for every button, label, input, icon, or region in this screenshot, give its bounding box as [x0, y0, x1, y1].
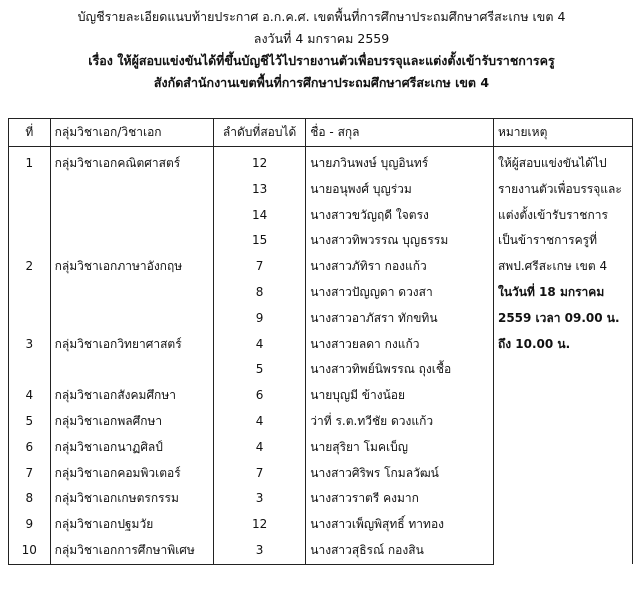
row-name: นางสาวราตรี คงมาก	[306, 486, 494, 512]
row-no: 4	[9, 383, 51, 409]
row-group	[50, 357, 213, 383]
row-rank: 7	[213, 254, 305, 280]
table-row	[9, 147, 633, 177]
header-title: บัญชีรายละเอียดแนบท้ายประกาศ อ.ก.ค.ศ. เขตพื้นที่การศึกษาประถมศึกษาศรีสะเกษ เขต 4	[77, 9, 566, 24]
row-rank: 4	[213, 435, 305, 461]
row-rank: 15	[213, 228, 305, 254]
row-group: กลุ่มวิชาเอกคณิตศาสตร์	[50, 147, 213, 177]
row-no	[9, 280, 51, 306]
row-rank: 9	[213, 306, 305, 332]
row-no	[9, 177, 51, 203]
row-group: กลุ่มวิชาเอกพลศึกษา	[50, 409, 213, 435]
row-name: นางสาวอาภัสรา ทักขทิน	[306, 306, 494, 332]
remarks-line: เป็นข้าราชการครูที่	[497, 233, 597, 248]
header-name: ชื่อ - สกุล	[306, 119, 494, 147]
row-no: 8	[9, 486, 51, 512]
row-group: กลุ่มวิชาเอกนาฏศิลป์	[50, 435, 213, 461]
row-rank: 14	[213, 203, 305, 229]
row-group	[50, 203, 213, 229]
header-no: ที่	[9, 119, 51, 147]
header-note: หมายเหตุ	[493, 119, 632, 147]
row-name: นางสาวปัญญดา ดวงสา	[306, 280, 494, 306]
row-group: กลุ่มวิชาเอกเกษตรกรรม	[50, 486, 213, 512]
remarks-cell	[493, 147, 632, 565]
remarks-time-line: ถึง 10.00 น.	[497, 336, 571, 351]
remarks-line: รายงานตัวเพื่อบรรจุและ	[497, 181, 622, 196]
remarks-line: ให้ผู้สอบแข่งขันได้ไป	[497, 156, 607, 170]
row-rank: 6	[213, 383, 305, 409]
row-name: นายบุญมี ข้างน้อย	[306, 383, 494, 409]
row-no	[9, 357, 51, 383]
row-name: นางสาวภัทิรา กองแก้ว	[306, 254, 494, 280]
row-no: 2	[9, 254, 51, 280]
row-rank: 13	[213, 177, 305, 203]
row-no	[9, 228, 51, 254]
row-group	[50, 306, 213, 332]
remarks-line: แต่งตั้งเข้ารับราชการ	[497, 207, 608, 222]
row-no: 5	[9, 409, 51, 435]
row-rank: 3	[213, 486, 305, 512]
row-rank: 12	[213, 147, 305, 177]
header-rank: ลำดับที่สอบได้	[213, 119, 305, 147]
row-group	[50, 177, 213, 203]
row-no: 6	[9, 435, 51, 461]
remarks-date-line: ในวันที่ 18 มกราคม	[497, 284, 605, 299]
row-name: นางสาวยลดา กงแก้ว	[306, 332, 494, 358]
row-name: นางสาวเพ็ญพิสุทธิ์ ทาทอง	[306, 512, 494, 538]
row-name: นายสุริยา โมคเบ็ญ	[306, 435, 494, 461]
document-header	[0, 6, 643, 94]
header-date: ลงวันที่ 4 มกราคม 2559	[253, 31, 390, 46]
row-no: 3	[9, 332, 51, 358]
remarks-time-line: 2559 เวลา 09.00 น.	[497, 310, 620, 325]
row-name: นายภวินพงษ์ บุญอินทร์	[306, 147, 494, 177]
row-group	[50, 228, 213, 254]
candidate-table	[8, 118, 633, 565]
row-group: กลุ่มวิชาเอกภาษาอังกฤษ	[50, 254, 213, 280]
row-name: นางสาวทิพวรรณ บุญธรรม	[306, 228, 494, 254]
row-name: ว่าที่ ร.ต.ทวีชัย ดวงแก้ว	[306, 409, 494, 435]
row-rank: 8	[213, 280, 305, 306]
row-rank: 4	[213, 409, 305, 435]
table-header-row	[9, 119, 633, 147]
row-group: กลุ่มวิชาเอกปฐมวัย	[50, 512, 213, 538]
row-name: นางสาวขวัญฤดี ใจตรง	[306, 203, 494, 229]
row-group: กลุ่มวิชาเอกการศึกษาพิเศษ	[50, 538, 213, 564]
header-group: กลุ่มวิชาเอก/วิชาเอก	[50, 119, 213, 147]
row-rank: 7	[213, 461, 305, 487]
row-no	[9, 203, 51, 229]
row-rank: 5	[213, 357, 305, 383]
row-name: นางสาวทิพย์นิพรรณ ถุงเชื้อ	[306, 357, 494, 383]
row-name: นางสาวสุธิรณ์ กองสิน	[306, 538, 494, 564]
row-rank: 12	[213, 512, 305, 538]
remarks-line: สพป.ศรีสะเกษ เขต 4	[497, 259, 608, 274]
row-group	[50, 280, 213, 306]
header-subject: เรื่อง ให้ผู้สอบแข่งขันได้ที่ขึ้นบัญชีไว้ไปรายงานตัวเพื่อบรรจุและแต่งตั้งเข้ารับราชการครู	[88, 53, 555, 68]
row-no	[9, 306, 51, 332]
row-rank: 3	[213, 538, 305, 564]
row-rank: 4	[213, 332, 305, 358]
row-no: 9	[9, 512, 51, 538]
row-group: กลุ่มวิชาเอกสังคมศึกษา	[50, 383, 213, 409]
row-group: กลุ่มวิชาเอกคอมพิวเตอร์	[50, 461, 213, 487]
header-affiliation: สังกัดสำนักงานเขตพื้นที่การศึกษาประถมศึกษาศรีสะเกษ เขต 4	[153, 75, 490, 90]
row-name: นางสาวศิริพร โกมลวัฒน์	[306, 461, 494, 487]
row-no: 7	[9, 461, 51, 487]
row-name: นายอนุพงศ์ บุญร่วม	[306, 177, 494, 203]
row-no: 10	[9, 538, 51, 564]
row-group: กลุ่มวิชาเอกวิทยาศาสตร์	[50, 332, 213, 358]
row-no: 1	[9, 147, 51, 177]
